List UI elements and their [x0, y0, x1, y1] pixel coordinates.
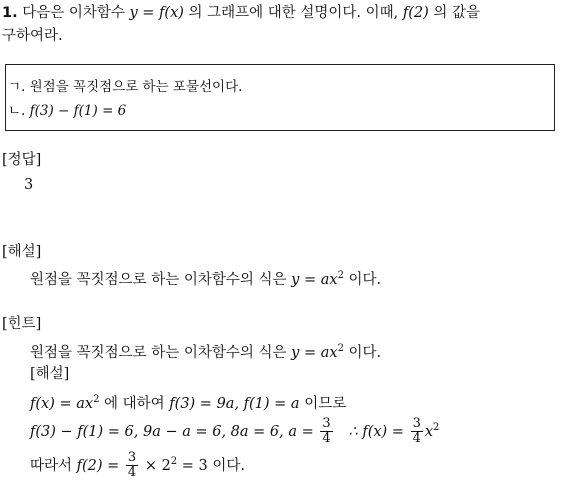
hint-line-3-frac2-denominator: 4: [412, 431, 421, 447]
hint-line-4-rest: × 2: [144, 457, 171, 474]
hint-line-3: [30, 414, 439, 446]
question-math-a: y = f(x): [129, 5, 184, 21]
hint-line-3-fraction-2: [411, 417, 423, 446]
hint-line-3-frac-denominator: 4: [322, 431, 331, 447]
hint-line-1-math: y = ax: [291, 344, 338, 361]
explanation-text: 원점을 꼭짓점으로 하는 이차함수의 식은: [30, 271, 287, 288]
hint-heading: [힌트]: [2, 316, 42, 332]
box-item-2-label: ㄴ.: [8, 103, 26, 119]
question-text-a: 다음은 이차함수: [22, 5, 125, 21]
hint-line-2: [30, 390, 346, 414]
hint-line-4-frac-denominator: 4: [127, 465, 137, 481]
box-item-1: ㄱ. 원점을 꼭짓점으로 하는 포물선이다.: [8, 79, 243, 95]
hint-sub-heading: [해설]: [30, 366, 70, 382]
hint-line-4-frac-numerator: 3: [127, 450, 137, 466]
hint-line-1-exp: 2: [337, 343, 344, 354]
explanation-line: [30, 266, 381, 290]
hint-line-2-math2: f(3) = 9a, f(1) = a: [169, 395, 300, 412]
hint-line-4-math: f(2) =: [76, 457, 120, 474]
explanation-heading: [해설]: [2, 244, 42, 260]
hint-line-4-eq: = 3: [181, 457, 208, 474]
hint-line-4: [30, 448, 245, 480]
answer-value: 3: [24, 177, 34, 193]
hint-line-2-math1: f(x) = ax: [30, 395, 94, 412]
hint-line-2-text: 에 대하여: [104, 395, 165, 412]
answer-heading: [정답]: [2, 152, 42, 168]
explanation-exp: 2: [337, 270, 344, 281]
hint-line-3-exp: 2: [433, 422, 440, 433]
hint-line-3-c: x: [424, 423, 434, 440]
explanation-end: 이다.: [348, 271, 382, 288]
question-math-b: f(2): [402, 5, 429, 21]
hint-line-4-end: 이다.: [212, 457, 245, 474]
hint-line-4-fraction: [126, 451, 138, 480]
hint-line-3-frac2-numerator: 3: [412, 416, 421, 432]
question-line-2: 구하여라.: [2, 28, 63, 44]
explanation-math: y = ax: [291, 271, 338, 288]
hint-line-3-b: ∴ f(x) =: [348, 423, 404, 440]
hint-line-4-text: 따라서: [30, 457, 73, 474]
question-number: 1.: [2, 5, 18, 21]
hint-line-2-end: 이므로: [304, 395, 347, 412]
hint-line-3-fraction: [320, 417, 332, 446]
question-line-1: [2, 3, 480, 23]
hint-line-2-exp: 2: [93, 394, 100, 405]
hint-line-3-frac-numerator: 3: [322, 416, 331, 432]
question-text-c: 의 값을: [433, 5, 481, 21]
box-item-2-math: f(3) − f(1) = 6: [29, 103, 127, 119]
box-item-2: [8, 101, 126, 121]
hint-line-1-text: 원점을 꼭짓점으로 하는 이차함수의 식은: [30, 344, 287, 361]
hint-line-4-exp: 2: [170, 456, 178, 467]
hint-line-3-a: f(3) − f(1) = 6, 9a − a = 6, 8a = 6, a =: [30, 423, 314, 440]
hint-line-1: [30, 339, 381, 363]
question-text-b: 의 그래프에 대한 설명이다. 이때,: [188, 5, 399, 21]
hint-line-1-end: 이다.: [348, 344, 382, 361]
